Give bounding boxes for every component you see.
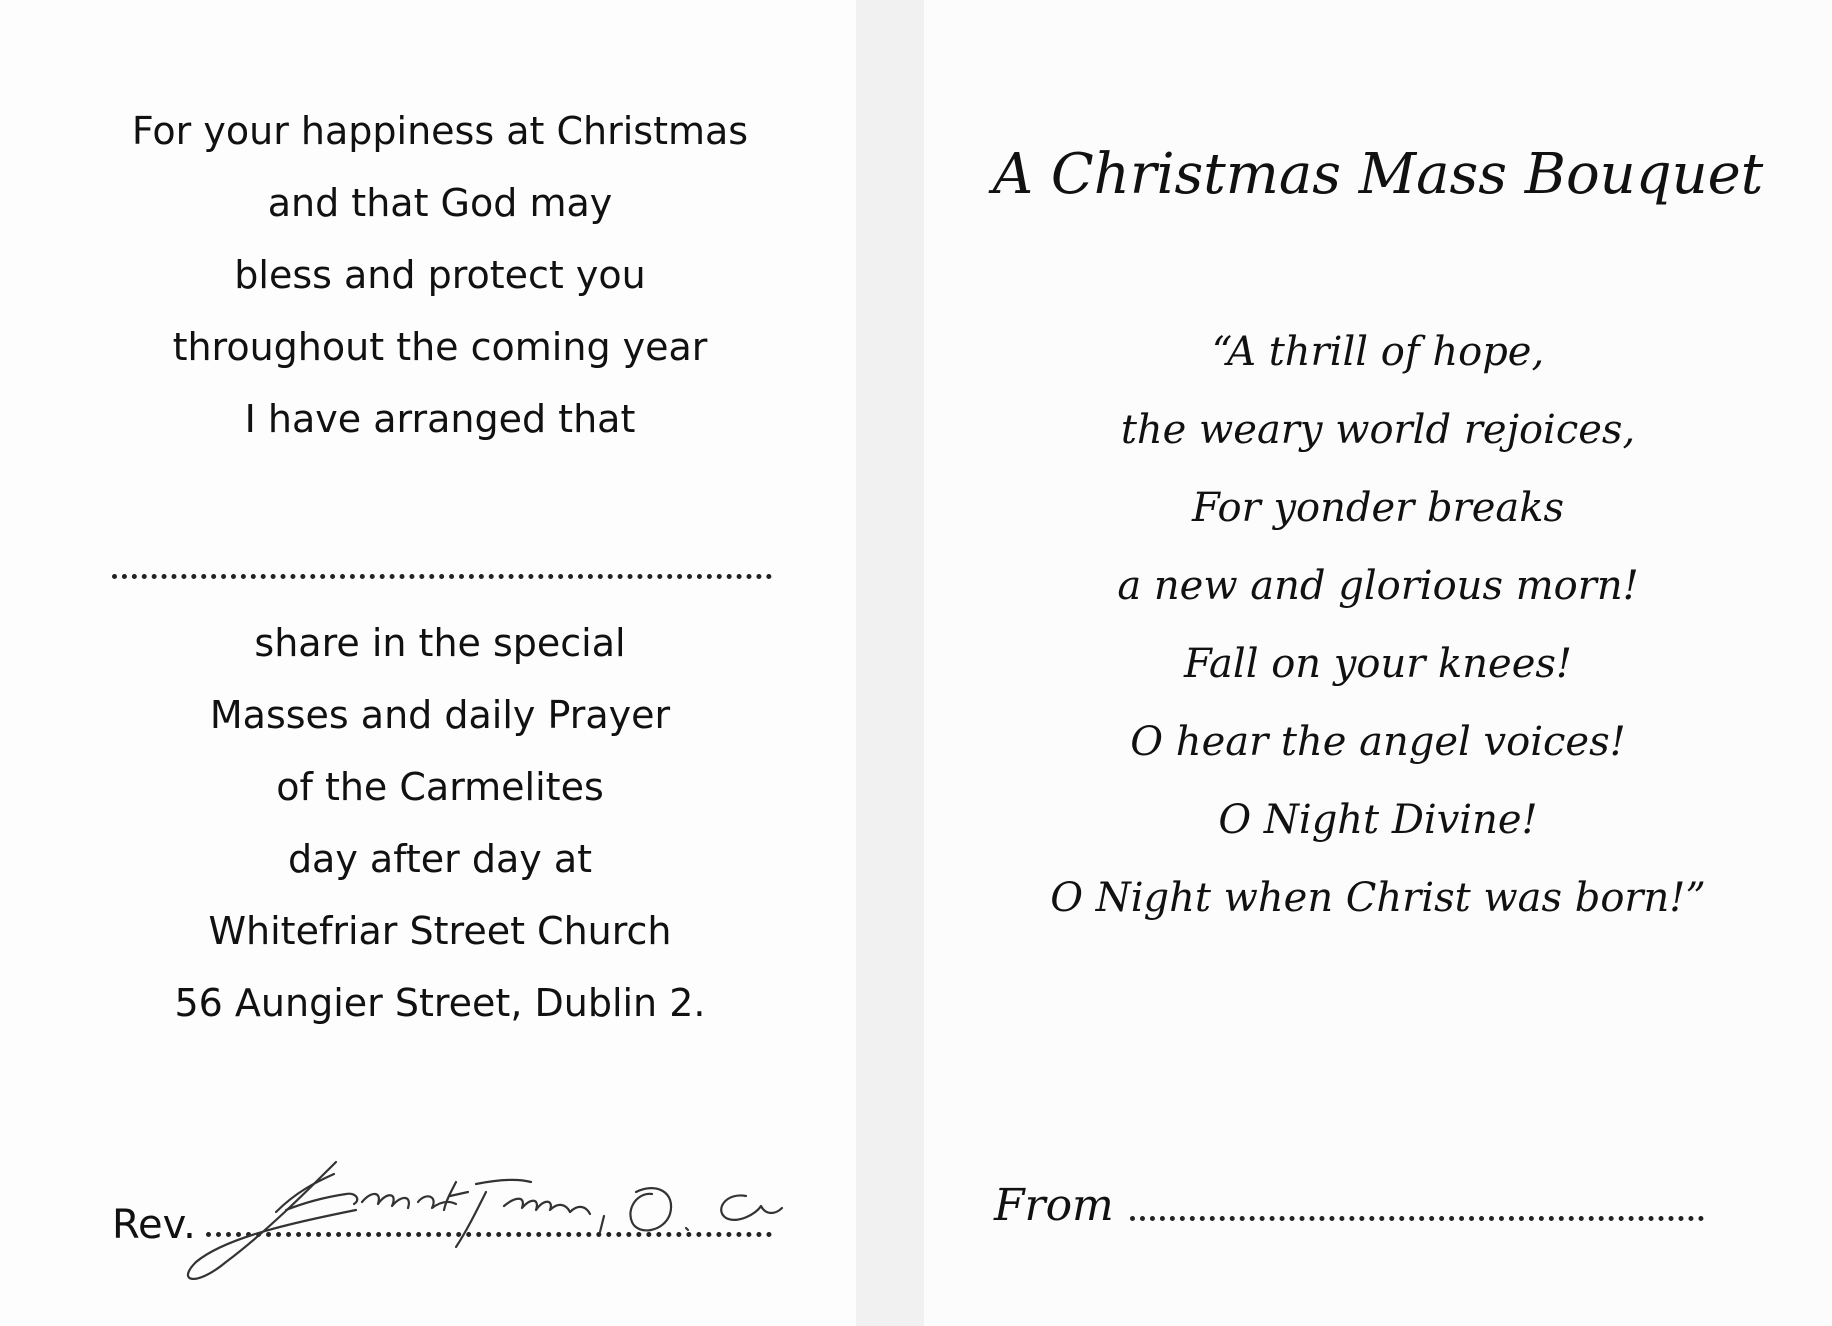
poem-line-4: a new and glorious morn! xyxy=(1117,563,1639,609)
poem-line-7: O Night Divine! xyxy=(1218,797,1538,843)
poem-line-2: the weary world rejoices, xyxy=(1120,407,1636,453)
dedication-line-9: day after day at xyxy=(287,837,593,881)
dedication-line-7: Masses and daily Prayer xyxy=(209,693,671,737)
church-address: 56 Aungier Street, Dublin 2. xyxy=(174,981,706,1025)
recipient-name-blank xyxy=(112,574,772,579)
from-blank xyxy=(1130,1216,1704,1221)
poem-line-1: “A thrill of hope, xyxy=(1211,329,1545,375)
from-row xyxy=(994,1176,1704,1246)
dedication-line-1: For your happiness at Christmas xyxy=(131,109,749,153)
dedication-line-8: of the Carmelites xyxy=(276,765,604,809)
poem-line-3: For yonder breaks xyxy=(1191,485,1565,531)
church-name: Whitefriar Street Church xyxy=(208,909,672,953)
rev-label: Rev. xyxy=(112,1202,196,1248)
dedication-line-2: and that God may xyxy=(267,181,613,225)
dedication-line-4: throughout the coming year xyxy=(172,325,708,369)
dedication-line-5: I have arranged that xyxy=(244,397,636,441)
from-label: From xyxy=(994,1180,1114,1231)
poem-line-6: O hear the angel voices! xyxy=(1130,719,1626,765)
poem-line-5: Fall on your knees! xyxy=(1184,641,1572,687)
dedication-line-6: share in the special xyxy=(254,621,626,665)
dedication-line-3: bless and protect you xyxy=(234,253,646,297)
card-title: A Christmas Mass Bouquet xyxy=(992,142,1764,207)
handwritten-signature xyxy=(186,1152,786,1292)
poem-line-8: O Night when Christ was born!” xyxy=(1050,875,1706,921)
